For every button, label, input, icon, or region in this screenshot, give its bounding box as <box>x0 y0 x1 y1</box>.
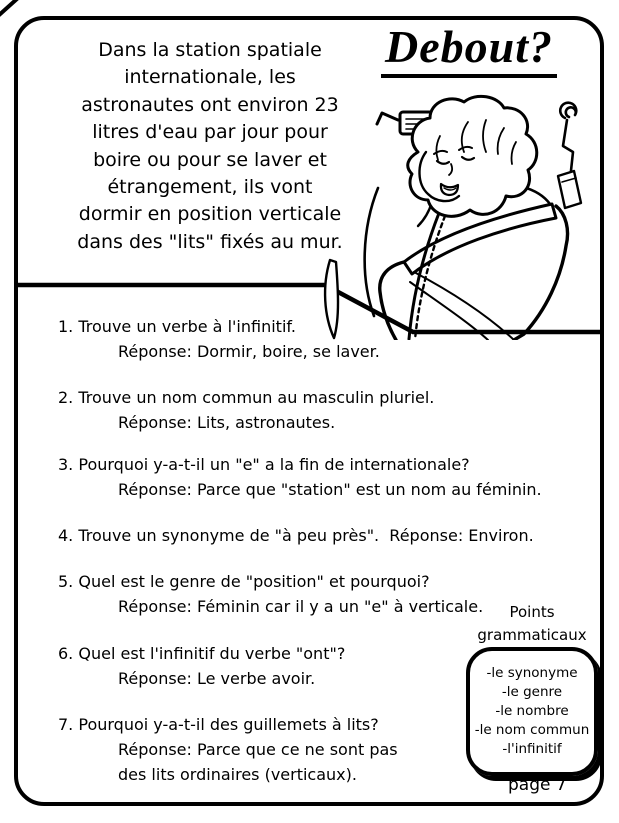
intro-line: étrangement, ils vont <box>107 176 313 199</box>
question-text: Trouve un verbe à l'infinitif. <box>78 317 296 336</box>
question-item <box>58 712 398 787</box>
question-line <box>58 452 542 477</box>
intro-line: astronautes ont environ 23 <box>81 93 339 116</box>
page-number: page 7 <box>508 775 567 795</box>
intro-line: internationale, les <box>124 66 296 89</box>
question-text: Trouve un synonyme de "à peu près". Réponse: Environ. <box>78 526 534 545</box>
question-number: 3. <box>58 455 74 474</box>
answer-line: Réponse: Parce que ce ne sont pas <box>118 740 398 759</box>
astronaut-illustration <box>318 92 604 340</box>
title-wrap <box>368 22 570 78</box>
question-text: Pourquoi y-a-t-il un "e" a la fin de internationale? <box>78 455 470 474</box>
intro-line: dormir en position verticale <box>78 203 342 226</box>
question-number: 5. <box>58 572 74 591</box>
answer-line: des lits ordinaires (verticaux). <box>118 765 357 784</box>
answer-line: Réponse: Lits, astronautes. <box>118 413 336 432</box>
grammar-heading-line: grammaticaux <box>477 626 587 644</box>
question-number: 7. <box>58 715 74 734</box>
question-text: Pourquoi y-a-t-il des guillemets à lits? <box>78 715 379 734</box>
question-item <box>58 641 345 691</box>
question-line <box>58 314 380 339</box>
grammar-item: -le nombre <box>495 703 569 719</box>
answer-line: Réponse: Le verbe avoir. <box>118 669 316 688</box>
question-item <box>58 569 483 619</box>
intro-line: dans des "lits" fixés au mur. <box>77 230 343 253</box>
answer-line: Réponse: Parce que "station" est un nom au féminin. <box>118 480 542 499</box>
question-line <box>58 523 534 548</box>
grammar-heading-line: Points <box>509 603 555 621</box>
grammar-item: -le genre <box>501 684 563 700</box>
question-line <box>58 641 345 666</box>
question-item <box>58 523 534 548</box>
question-number: 6. <box>58 644 74 663</box>
grammar-points-heading <box>462 601 602 647</box>
intro-line: boire ou pour se laver et <box>93 148 327 171</box>
question-text: Trouve un nom commun au masculin pluriel. <box>78 388 435 407</box>
question-line <box>58 385 434 410</box>
grammar-item: -le nom commun <box>474 722 590 738</box>
grammar-item: -l'infinitif <box>502 741 562 757</box>
answer-line: Réponse: Dormir, boire, se laver. <box>118 342 380 361</box>
question-line <box>58 712 398 737</box>
grammar-item: -le synonyme <box>486 665 578 681</box>
wall-hook-icon <box>558 103 581 208</box>
question-item <box>58 314 380 364</box>
question-item <box>58 385 434 435</box>
question-number: 1. <box>58 317 74 336</box>
question-line <box>58 569 483 594</box>
intro-line: Dans la station spatiale <box>98 39 322 61</box>
question-number: 4. <box>58 526 74 545</box>
question-text: Quel est l'infinitif du verbe "ont"? <box>78 644 346 663</box>
grammar-points-box <box>466 647 598 776</box>
question-text: Quel est le genre de "position" et pourquoi? <box>78 572 430 591</box>
intro-line: litres d'eau par jour pour <box>92 121 328 144</box>
page-title: Debout? <box>381 22 557 78</box>
corner-scan-mark <box>0 0 18 16</box>
answer-line: Réponse: Féminin car il y a un "e" à verticale. <box>118 597 484 616</box>
question-number: 2. <box>58 388 74 407</box>
question-item <box>58 452 542 502</box>
